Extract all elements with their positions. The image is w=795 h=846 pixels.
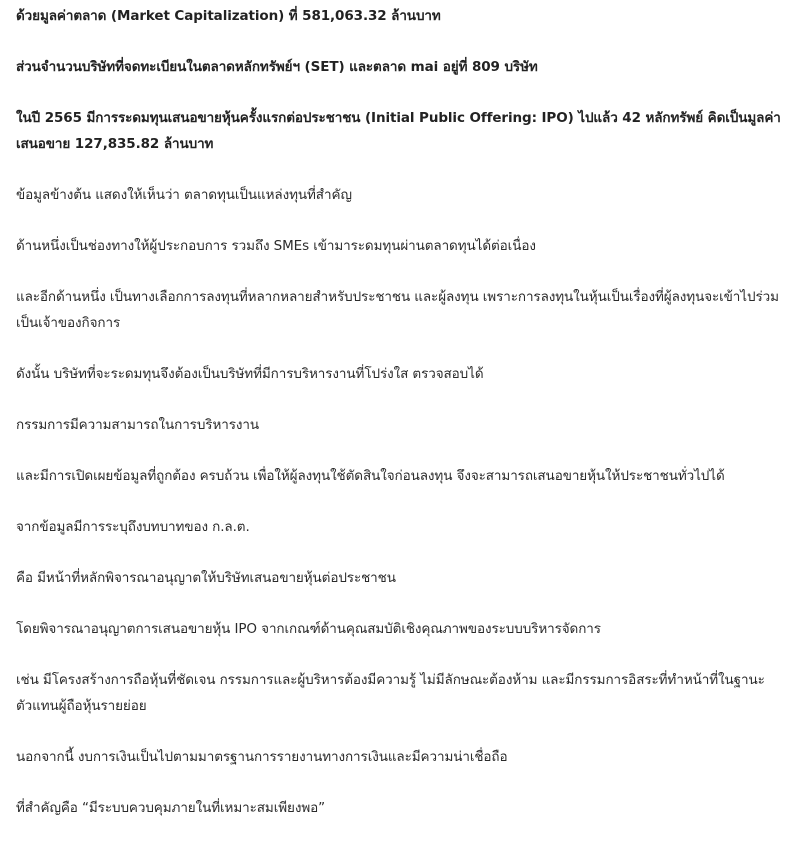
paragraph-ipo-criteria: โดยพิจารณาอนุญาตการเสนอขายหุ้น IPO จากเกณฑ์ด้านคุณสมบัติเชิงคุณภาพของระบบบริหารจัดการ [16, 621, 601, 637]
article-body [16, 3, 784, 846]
paragraph-entrepreneur-channel: ด้านหนึ่งเป็นช่องทางให้ผู้ประกอบการ รวมถึง SMEs เข้ามาระดมทุนผ่านตลาดทุนได้ต่อเนื่อง [16, 238, 536, 254]
paragraph-ipo-2565: ในปี 2565 มีการระดมทุนเสนอขายหุ้นครั้งแรกต่อประชาชน (Initial Public Offering: IPO) ไปแล้ว 42 หลักทรัพย์ คิดเป็นมูลค่าเสนอขาย 127,835.82 ล้านบาท [16, 110, 781, 152]
paragraph-sec-duty: คือ มีหน้าที่หลักพิจารณาอนุญาตให้บริษัทเสนอขายหุ้นต่อประชาชน [16, 570, 396, 586]
paragraph-internal-control: ที่สำคัญคือ “มีระบบควบคุมภายในที่เหมาะสมเพียงพอ” [16, 800, 326, 816]
paragraph-financial-statements: นอกจากนี้ งบการเงินเป็นไปตามมาตรฐานการรายงานทางการเงินและมีความน่าเชื่อถือ [16, 749, 508, 765]
paragraph-disclosure: และมีการเปิดเผยข้อมูลที่ถูกต้อง ครบถ้วน เพื่อให้ผู้ลงทุนใช้ตัดสินใจก่อนลงทุน จึงจะสามารถเสนอขายหุ้นให้ประชาชนทั่วไปได้ [16, 468, 725, 484]
paragraph-transparency: ดังนั้น บริษัทที่จะระดมทุนจึงต้องเป็นบริษัทที่มีการบริหารงานที่โปร่งใส ตรวจสอบได้ [16, 366, 484, 382]
paragraph-sec-role: จากข้อมูลมีการระบุถึงบทบาทของ ก.ล.ต. [16, 519, 250, 535]
paragraph-capital-market-source: ข้อมูลข้างต้น แสดงให้เห็นว่า ตลาดทุนเป็นแหล่งทุนที่สำคัญ [16, 187, 352, 203]
paragraph-market-cap: ด้วยมูลค่าตลาด (Market Capitalization) ที่ 581,063.32 ล้านบาท [16, 8, 441, 24]
paragraph-investment-choice: และอีกด้านหนึ่ง เป็นทางเลือกการลงทุนที่หลากหลายสำหรับประชาชน และผู้ลงทุน เพราะการลงทุนในหุ้นเป็นเรื่องที่ผู้ลงทุนจะเข้าไปร่วมเป็นเจ้าของกิจการ [16, 289, 779, 331]
paragraph-shareholding-structure: เช่น มีโครงสร้างการถือหุ้นที่ชัดเจน กรรมการและผู้บริหารต้องมีความรู้ ไม่มีลักษณะต้องห้าม และมีกรรมการอิสระที่ทำหน้าที่ในฐานะตัวแทนผู้ถือหุ้นรายย่อย [16, 672, 765, 714]
paragraph-listed-companies: ส่วนจำนวนบริษัทที่จดทะเบียนในตลาดหลักทรัพย์ฯ (SET) และตลาด mai อยู่ที่ 809 บริษัท [16, 59, 538, 75]
paragraph-director-ability: กรรมการมีความสามารถในการบริหารงาน [16, 417, 259, 433]
